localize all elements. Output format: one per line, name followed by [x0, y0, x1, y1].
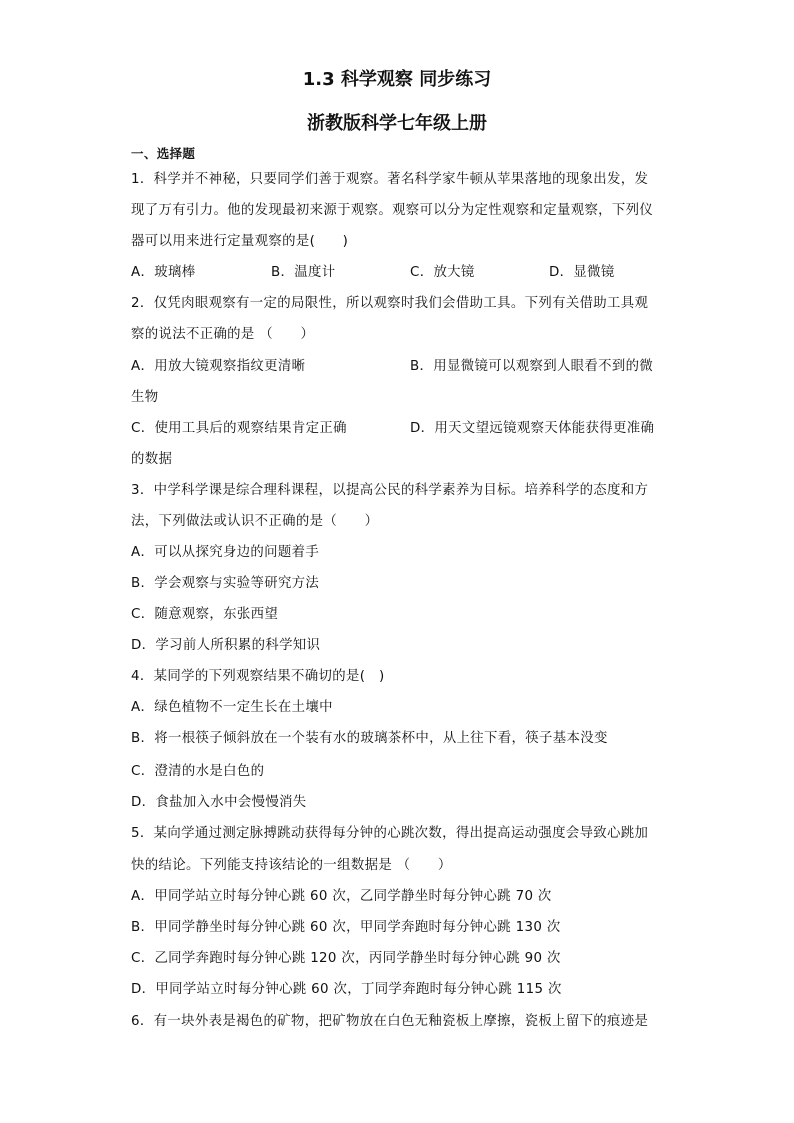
- option-c: C．放大镜: [410, 265, 475, 280]
- option-a: A．玻璃棒: [131, 265, 196, 280]
- option-d: D．显微镜: [549, 265, 615, 280]
- question-text: 察的说法不正确的是 （ ）: [131, 327, 315, 342]
- question-text: 法，下列做法或认识不正确的是（ ）: [131, 514, 379, 529]
- question-text: 器可以用来进行定量观察的是( ): [131, 234, 349, 249]
- option-a: A．可以从探究身边的问题着手: [131, 545, 320, 560]
- option-a: A．甲同学站立时每分钟心跳 60 次，乙同学静坐时每分钟心跳 70 次: [131, 889, 552, 904]
- option-b: B．学会观察与实验等研究方法: [131, 576, 320, 591]
- question-text: 6．有一块外表是褐色的矿物，把矿物放在白色无釉瓷板上摩擦，瓷板上留下的痕迹是: [131, 1014, 649, 1029]
- option-c: C．使用工具后的观察结果肯定正确: [131, 421, 347, 436]
- option-d: D．食盐加入水中会慢慢消失: [131, 795, 307, 810]
- option-a: A．绿色植物不一定生长在土壤中: [131, 700, 333, 715]
- question-text: 1．科学并不神秘，只要同学们善于观察。著名科学家牛顿从苹果落地的现象出发，发: [131, 172, 649, 187]
- question-text: 4．某同学的下列观察结果不确切的是( ): [131, 669, 385, 684]
- question-text: 5．某向学通过测定脉搏跳动获得每分钟的心跳次数，得出提高运动强度会导致心跳加: [131, 826, 649, 841]
- option-d: D．学习前人所积累的科学知识: [131, 638, 321, 653]
- option-d: D．用天文望远镜观察天体能获得更准确: [410, 421, 655, 436]
- option-b-cont: 生物: [131, 390, 159, 405]
- option-c: C．随意观察，东张西望: [131, 607, 279, 622]
- option-b: B．温度计: [271, 265, 336, 280]
- page-title: 1.3 科学观察 同步练习: [302, 69, 492, 90]
- option-a: A．用放大镜观察指纹更清晰: [131, 359, 306, 374]
- option-b: B．将一根筷子倾斜放在一个装有水的玻璃茶杯中，从上往下看，筷子基本没变: [131, 731, 608, 746]
- option-c: C．乙同学奔跑时每分钟心跳 120 次，丙同学静坐时每分钟心跳 90 次: [131, 951, 561, 966]
- option-b: B．甲同学静坐时每分钟心跳 60 次，甲同学奔跑时每分钟心跳 130 次: [131, 920, 561, 935]
- question-text: 快的结论。下列能支持该结论的一组数据是 （ ）: [131, 858, 452, 873]
- option-b: B．用显微镜可以观察到人眼看不到的微: [410, 359, 654, 374]
- question-text: 2．仅凭肉眼观察有一定的局限性，所以观察时我们会借助工具。下列有关借助工具观: [131, 296, 649, 311]
- section-heading: 一、选择题: [131, 146, 196, 161]
- page-subtitle: 浙教版科学七年级上册: [307, 113, 487, 134]
- question-text: 现了万有引力。他的发现最初来源于观察。观察可以分为定性观察和定量观察，下列仪: [131, 203, 654, 218]
- option-d-cont: 的数据: [131, 452, 173, 467]
- question-text: 3．中学科学课是综合理科课程，以提高公民的科学素养为目标。培养科学的态度和方: [131, 483, 649, 498]
- option-d: D．甲同学站立时每分钟心跳 60 次，丁同学奔跑时每分钟心跳 115 次: [131, 982, 562, 997]
- option-c: C．澄清的水是白色的: [131, 764, 265, 779]
